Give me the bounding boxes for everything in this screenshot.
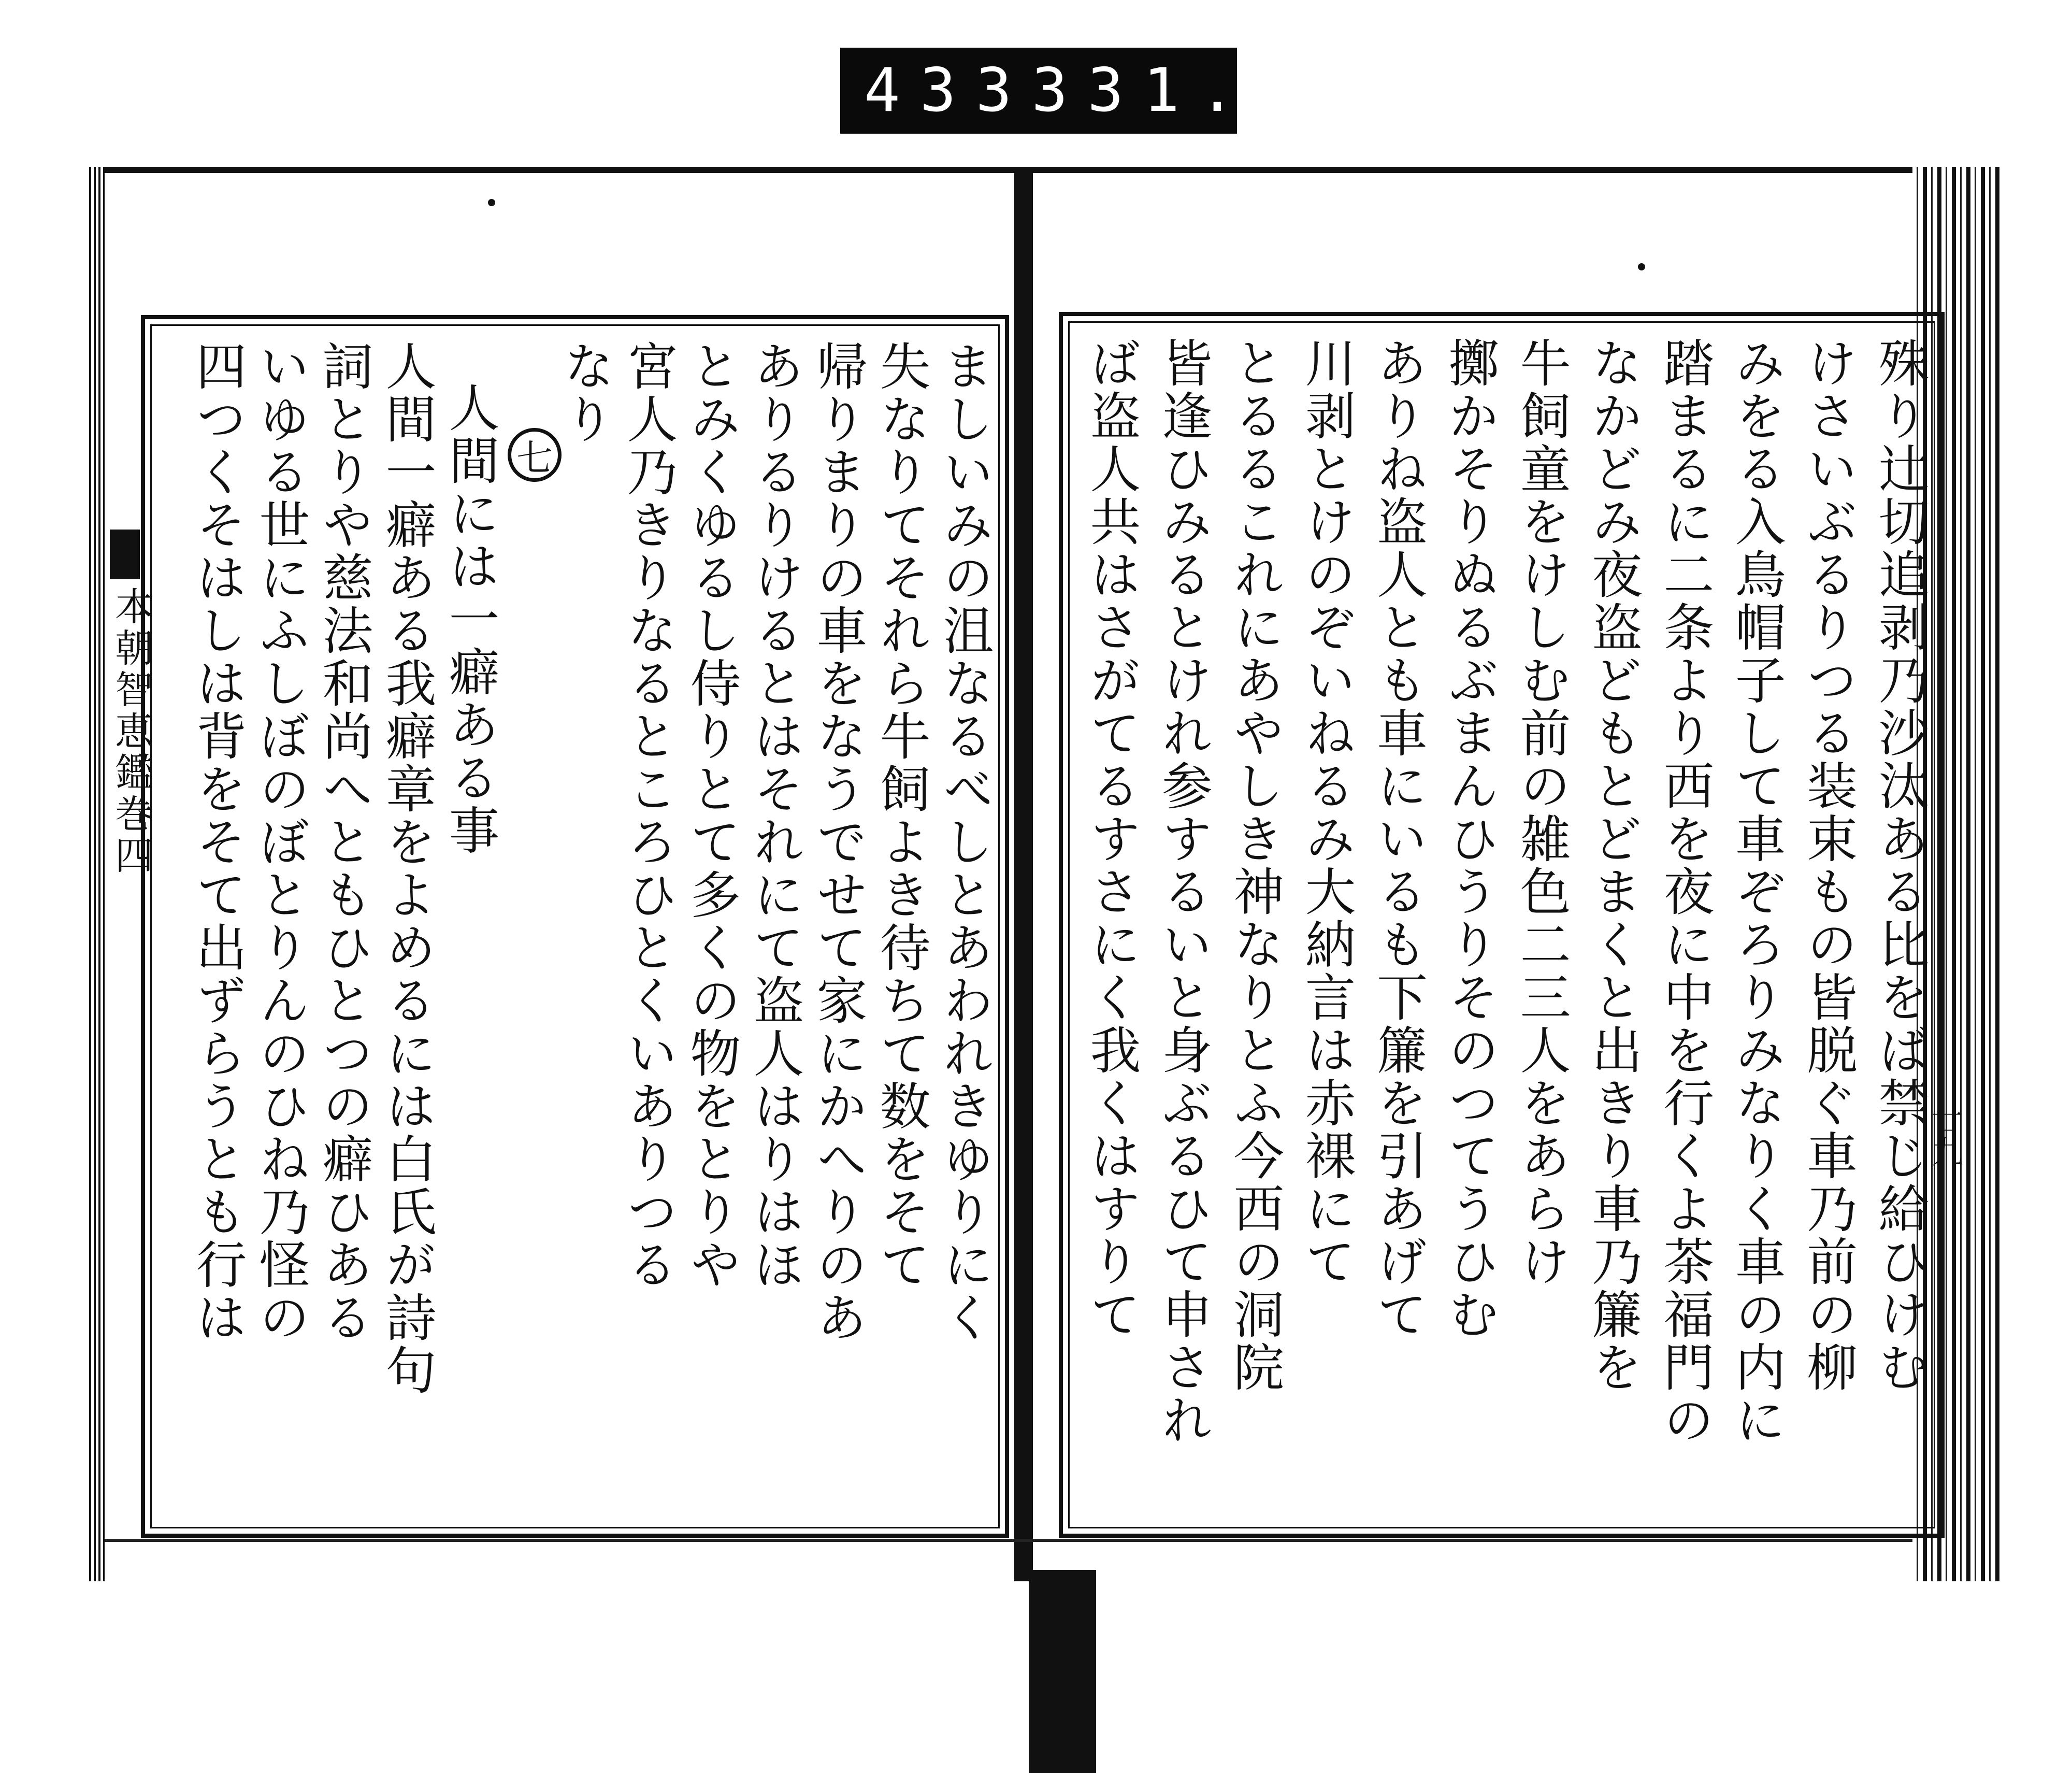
text-column: 失なりてそれら牛飼よき待ちて数をそて: [871, 340, 930, 1291]
text-column: ありね盗人とも車にいるも下簾を引あげて: [1368, 337, 1428, 1341]
text-column: ありるりけるとはそれにて盗人はりはほ: [745, 340, 804, 1291]
left-page-edge: [89, 167, 105, 1581]
page-bottom-edge: [105, 1539, 1912, 1542]
text-column: 人間一癖ある我癖章をよめるには白氏が詩句: [377, 340, 436, 1397]
text-column: とるるこれにあやしき神なりとふ今西の洞院: [1225, 337, 1284, 1394]
text-column: 皆逢ひみるとけれ参するいと身ぶるひて申され: [1153, 337, 1213, 1447]
text-column: 踏まるに二条より西を夜に中を行くよ茶福門の: [1654, 337, 1714, 1447]
text-column: 牛飼童をけしむ前の雑色二三人をあらけ: [1512, 337, 1571, 1288]
text-column: 帰りまりの車をなうでせて家にかへりのあ: [808, 340, 867, 1344]
ink-spot: [488, 199, 495, 206]
ink-spot: [1638, 263, 1645, 270]
text-column: ば盗人共はさがてるすさにく我くはすりて: [1082, 337, 1141, 1341]
text-column: 殊り辻切追剥乃沙汰ある比をば禁じ給ひけむ: [1869, 337, 1929, 1394]
center-gutter: [1014, 167, 1033, 1581]
scan-number-label: [840, 48, 1255, 134]
folio-number: 廿九: [1926, 1105, 1963, 1167]
text-column: けさいぶるりつる装束もの皆脱ぐ車乃前の柳: [1798, 337, 1858, 1394]
text-column: とみくゆるし侍りとて多くの物をとりや: [682, 340, 741, 1291]
book-spread: [89, 167, 2001, 1581]
text-column: 川剥とけのぞいねるみ大納言は赤裸にて: [1297, 337, 1356, 1288]
text-column: みをる入鳥帽子して車ぞろりみなりく車の内に: [1726, 337, 1786, 1447]
text-column: 詞とりや慈法和尚へともひとつの癖ひある: [314, 340, 373, 1344]
book-top-edge: [89, 167, 2001, 173]
text-column: なかどみ夜盗どもとどまくと出きり車乃簾を: [1583, 337, 1643, 1394]
text-column: 四つくそはしは背をそて出ずらうとも行は: [188, 340, 247, 1344]
margin-book-title: 本朝智恵鑑巻四: [109, 587, 153, 877]
text-column: なり: [555, 340, 614, 446]
left-page-frame: [141, 315, 1009, 1538]
right-page-text: [1078, 337, 1929, 1513]
scan-number-left: 433: [864, 55, 1032, 125]
right-page-frame: [1059, 312, 1945, 1538]
scan-number-right: 331.: [1031, 55, 1255, 125]
chapter-heading: 人間には一癖ある事: [440, 381, 499, 857]
text-column: 宮人乃きりなるところひとくいありつる: [618, 340, 678, 1291]
text-column: 擲かそりぬるぶまんひうりそのつてうひむ: [1440, 337, 1499, 1341]
chapter-number: 七: [508, 428, 562, 482]
text-column: いゆる世にふしぼのぼとりんのひね乃怪の: [251, 340, 310, 1344]
chapter-number-mark: [508, 340, 562, 1513]
left-page-text: [188, 340, 994, 1513]
gutter-shadow-bottom: [1029, 1570, 1096, 1773]
text-column: ましいみの沮なるべしとあわれきゆりにく: [934, 340, 994, 1344]
margin-title-tab: [110, 530, 140, 579]
